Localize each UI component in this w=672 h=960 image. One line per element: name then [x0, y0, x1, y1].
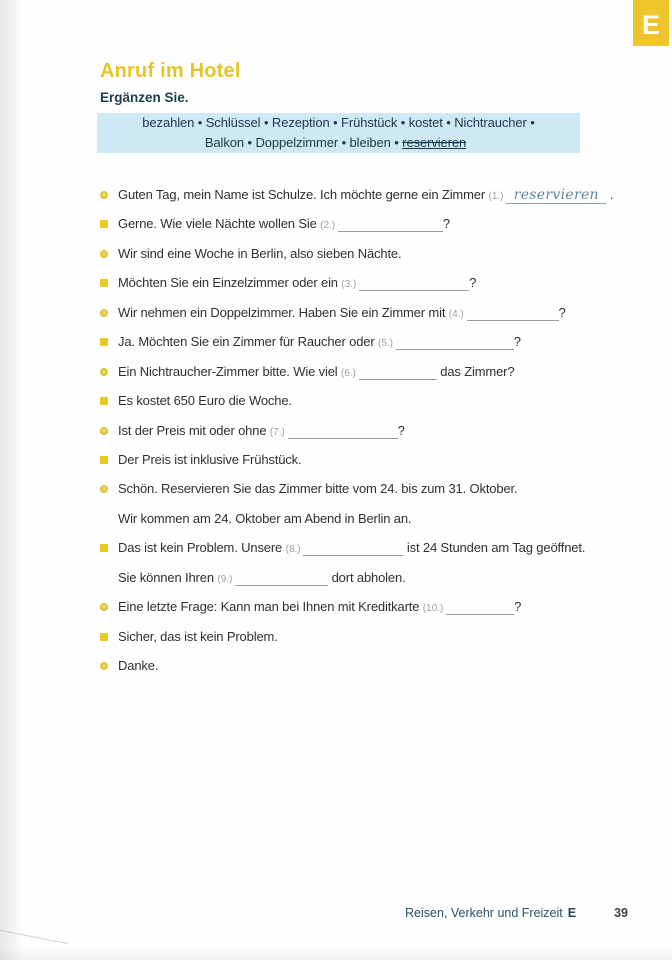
dialog-text: Ja. Möchten Sie ein Zimmer für Raucher oder (5.) ?	[118, 334, 521, 350]
speaker-circle-bullet-icon	[100, 309, 108, 317]
bullet-column	[100, 304, 118, 317]
dialog-line	[100, 510, 660, 539]
bullet-column	[100, 215, 118, 228]
dialog-line	[100, 569, 660, 598]
dialog-line	[100, 274, 660, 303]
bullet-column	[100, 628, 118, 641]
footer-chapter-title: Reisen, Verkehr und Freizeit	[405, 906, 563, 920]
word-bank-row-2	[97, 133, 580, 153]
dialog-text: Gerne. Wie viele Nächte wollen Sie (2.) ?	[118, 216, 450, 232]
bullet-column	[100, 186, 118, 199]
speaker-square-bullet-icon	[100, 633, 108, 641]
dialog-text: Das ist kein Problem. Unsere (8.) ist 24 Stunden am Tag geöffnet.	[118, 540, 586, 556]
dialog-text: Guten Tag, mein Name ist Schulze. Ich möchte gerne ein Zimmer (1.) reservieren .	[118, 187, 614, 203]
dialog-text: Möchten Sie ein Einzelzimmer oder ein (3.) ?	[118, 275, 477, 291]
blank-number-label: (4.)	[448, 308, 467, 320]
dialog-text: Sie können Ihren (9.) dort abholen.	[118, 569, 406, 585]
fill-in-blank-9	[235, 570, 328, 586]
dialog-line	[100, 333, 660, 362]
dialog-text: Der Preis ist inklusive Frühstück.	[118, 451, 302, 467]
dialog-text: Wir nehmen ein Doppelzimmer. Haben Sie ein Zimmer mit (4.) ?	[118, 304, 566, 320]
dialog-text: Schön. Reservieren Sie das Zimmer bitte vom 24. bis zum 31. Oktober.	[118, 481, 518, 497]
fill-in-blank-5	[396, 334, 514, 350]
word-bank-row-2-text: Balkon • Doppelzimmer • bleiben •	[204, 135, 403, 150]
fill-in-blank-3	[359, 275, 469, 291]
bullet-column	[100, 333, 118, 346]
dialog-text: Wir sind eine Woche in Berlin, also sieben Nächte.	[118, 245, 402, 261]
fill-in-blank-2	[338, 216, 443, 232]
bullet-column	[100, 451, 118, 464]
dialog-line	[100, 363, 660, 392]
blank-number-label: (2.)	[320, 220, 338, 232]
dialog-text: Ein Nichtraucher-Zimmer bitte. Wie viel (6.) das Zimmer?	[118, 363, 515, 379]
speaker-square-bullet-icon	[100, 338, 108, 346]
dialog-text: Ist der Preis mit oder ohne (7.) ?	[118, 422, 405, 438]
blank-number-label: (5.)	[378, 338, 396, 350]
speaker-circle-bullet-icon	[100, 368, 108, 376]
fill-in-blank-1	[506, 188, 606, 204]
dialog-line	[100, 539, 660, 568]
bullet-column	[100, 657, 118, 670]
word-bank-row-1: bezahlen • Schlüssel • Rezeption • Frühstück • kostet • Nichtraucher •	[142, 115, 535, 130]
dialog-line	[100, 480, 660, 509]
dialog-line	[100, 245, 660, 274]
blank-number-label: (9.)	[217, 573, 236, 585]
fill-in-blank-8	[303, 540, 403, 556]
bullet-spacer	[100, 515, 108, 523]
page-title: Anruf im Hotel	[100, 60, 241, 82]
speaker-circle-bullet-icon	[100, 250, 108, 258]
word-bank-crossed-word: reservieren	[402, 135, 467, 150]
bullet-column	[100, 363, 118, 376]
speaker-square-bullet-icon	[100, 397, 108, 405]
dialog	[100, 186, 660, 686]
fill-in-blank-7	[288, 423, 398, 439]
bullet-column	[100, 539, 118, 552]
bullet-column	[100, 245, 118, 258]
bullet-column	[100, 569, 118, 582]
dialog-line	[100, 186, 660, 215]
page-bottom-shadow	[0, 946, 672, 960]
dialog-line	[100, 657, 660, 686]
dialog-text: Wir kommen am 24. Oktober am Abend in Berlin an.	[118, 510, 412, 526]
blank-number-label: (6.)	[341, 367, 359, 379]
dialog-line	[100, 304, 660, 333]
dialog-text: Eine letzte Frage: Kann man bei Ihnen mit Kreditkarte (10.) ?	[118, 599, 522, 615]
blank-number-label: (8.)	[285, 544, 304, 556]
handwritten-answer: reservieren	[513, 187, 599, 203]
blank-number-label: (7.)	[269, 426, 288, 438]
bullet-column	[100, 510, 118, 523]
page-curl-line	[0, 929, 68, 944]
speaker-circle-bullet-icon	[100, 485, 108, 493]
bullet-column	[100, 422, 118, 435]
speaker-square-bullet-icon	[100, 456, 108, 464]
dialog-line	[100, 422, 660, 451]
speaker-circle-bullet-icon	[100, 662, 108, 670]
dialog-line	[100, 598, 660, 627]
bullet-spacer	[100, 574, 108, 582]
fill-in-blank-10	[446, 599, 514, 615]
fill-in-blank-4	[467, 305, 559, 321]
footer-page-number: 39	[614, 906, 628, 920]
bullet-column	[100, 480, 118, 493]
blank-number-label: (10.)	[422, 603, 447, 615]
section-tab-letter: E	[641, 9, 660, 40]
word-bank-box	[97, 113, 580, 153]
section-tab	[633, 0, 669, 46]
dialog-line	[100, 628, 660, 657]
bullet-column	[100, 392, 118, 405]
dialog-text: Danke.	[118, 658, 159, 673]
speaker-circle-bullet-icon	[100, 191, 108, 199]
fill-in-blank-6	[359, 364, 437, 380]
dialog-line	[100, 215, 660, 244]
bullet-column	[100, 274, 118, 287]
dialog-line	[100, 451, 660, 480]
dialog-text: Es kostet 650 Euro die Woche.	[118, 393, 292, 409]
blank-number-label: (3.)	[341, 279, 360, 291]
footer-section-letter: E	[567, 906, 577, 920]
blank-number-label: (1.)	[488, 191, 507, 202]
exercise-instruction: Ergänzen Sie.	[100, 90, 189, 105]
speaker-square-bullet-icon	[100, 220, 108, 228]
dialog-text: Sicher, das ist kein Problem.	[118, 628, 278, 644]
dialog-line	[100, 392, 660, 421]
page-edge-shadow	[0, 0, 30, 960]
speaker-square-bullet-icon	[100, 544, 108, 552]
speaker-square-bullet-icon	[100, 279, 108, 287]
page-footer	[405, 906, 628, 920]
speaker-circle-bullet-icon	[100, 427, 108, 435]
speaker-circle-bullet-icon	[100, 603, 108, 611]
bullet-column	[100, 598, 118, 611]
